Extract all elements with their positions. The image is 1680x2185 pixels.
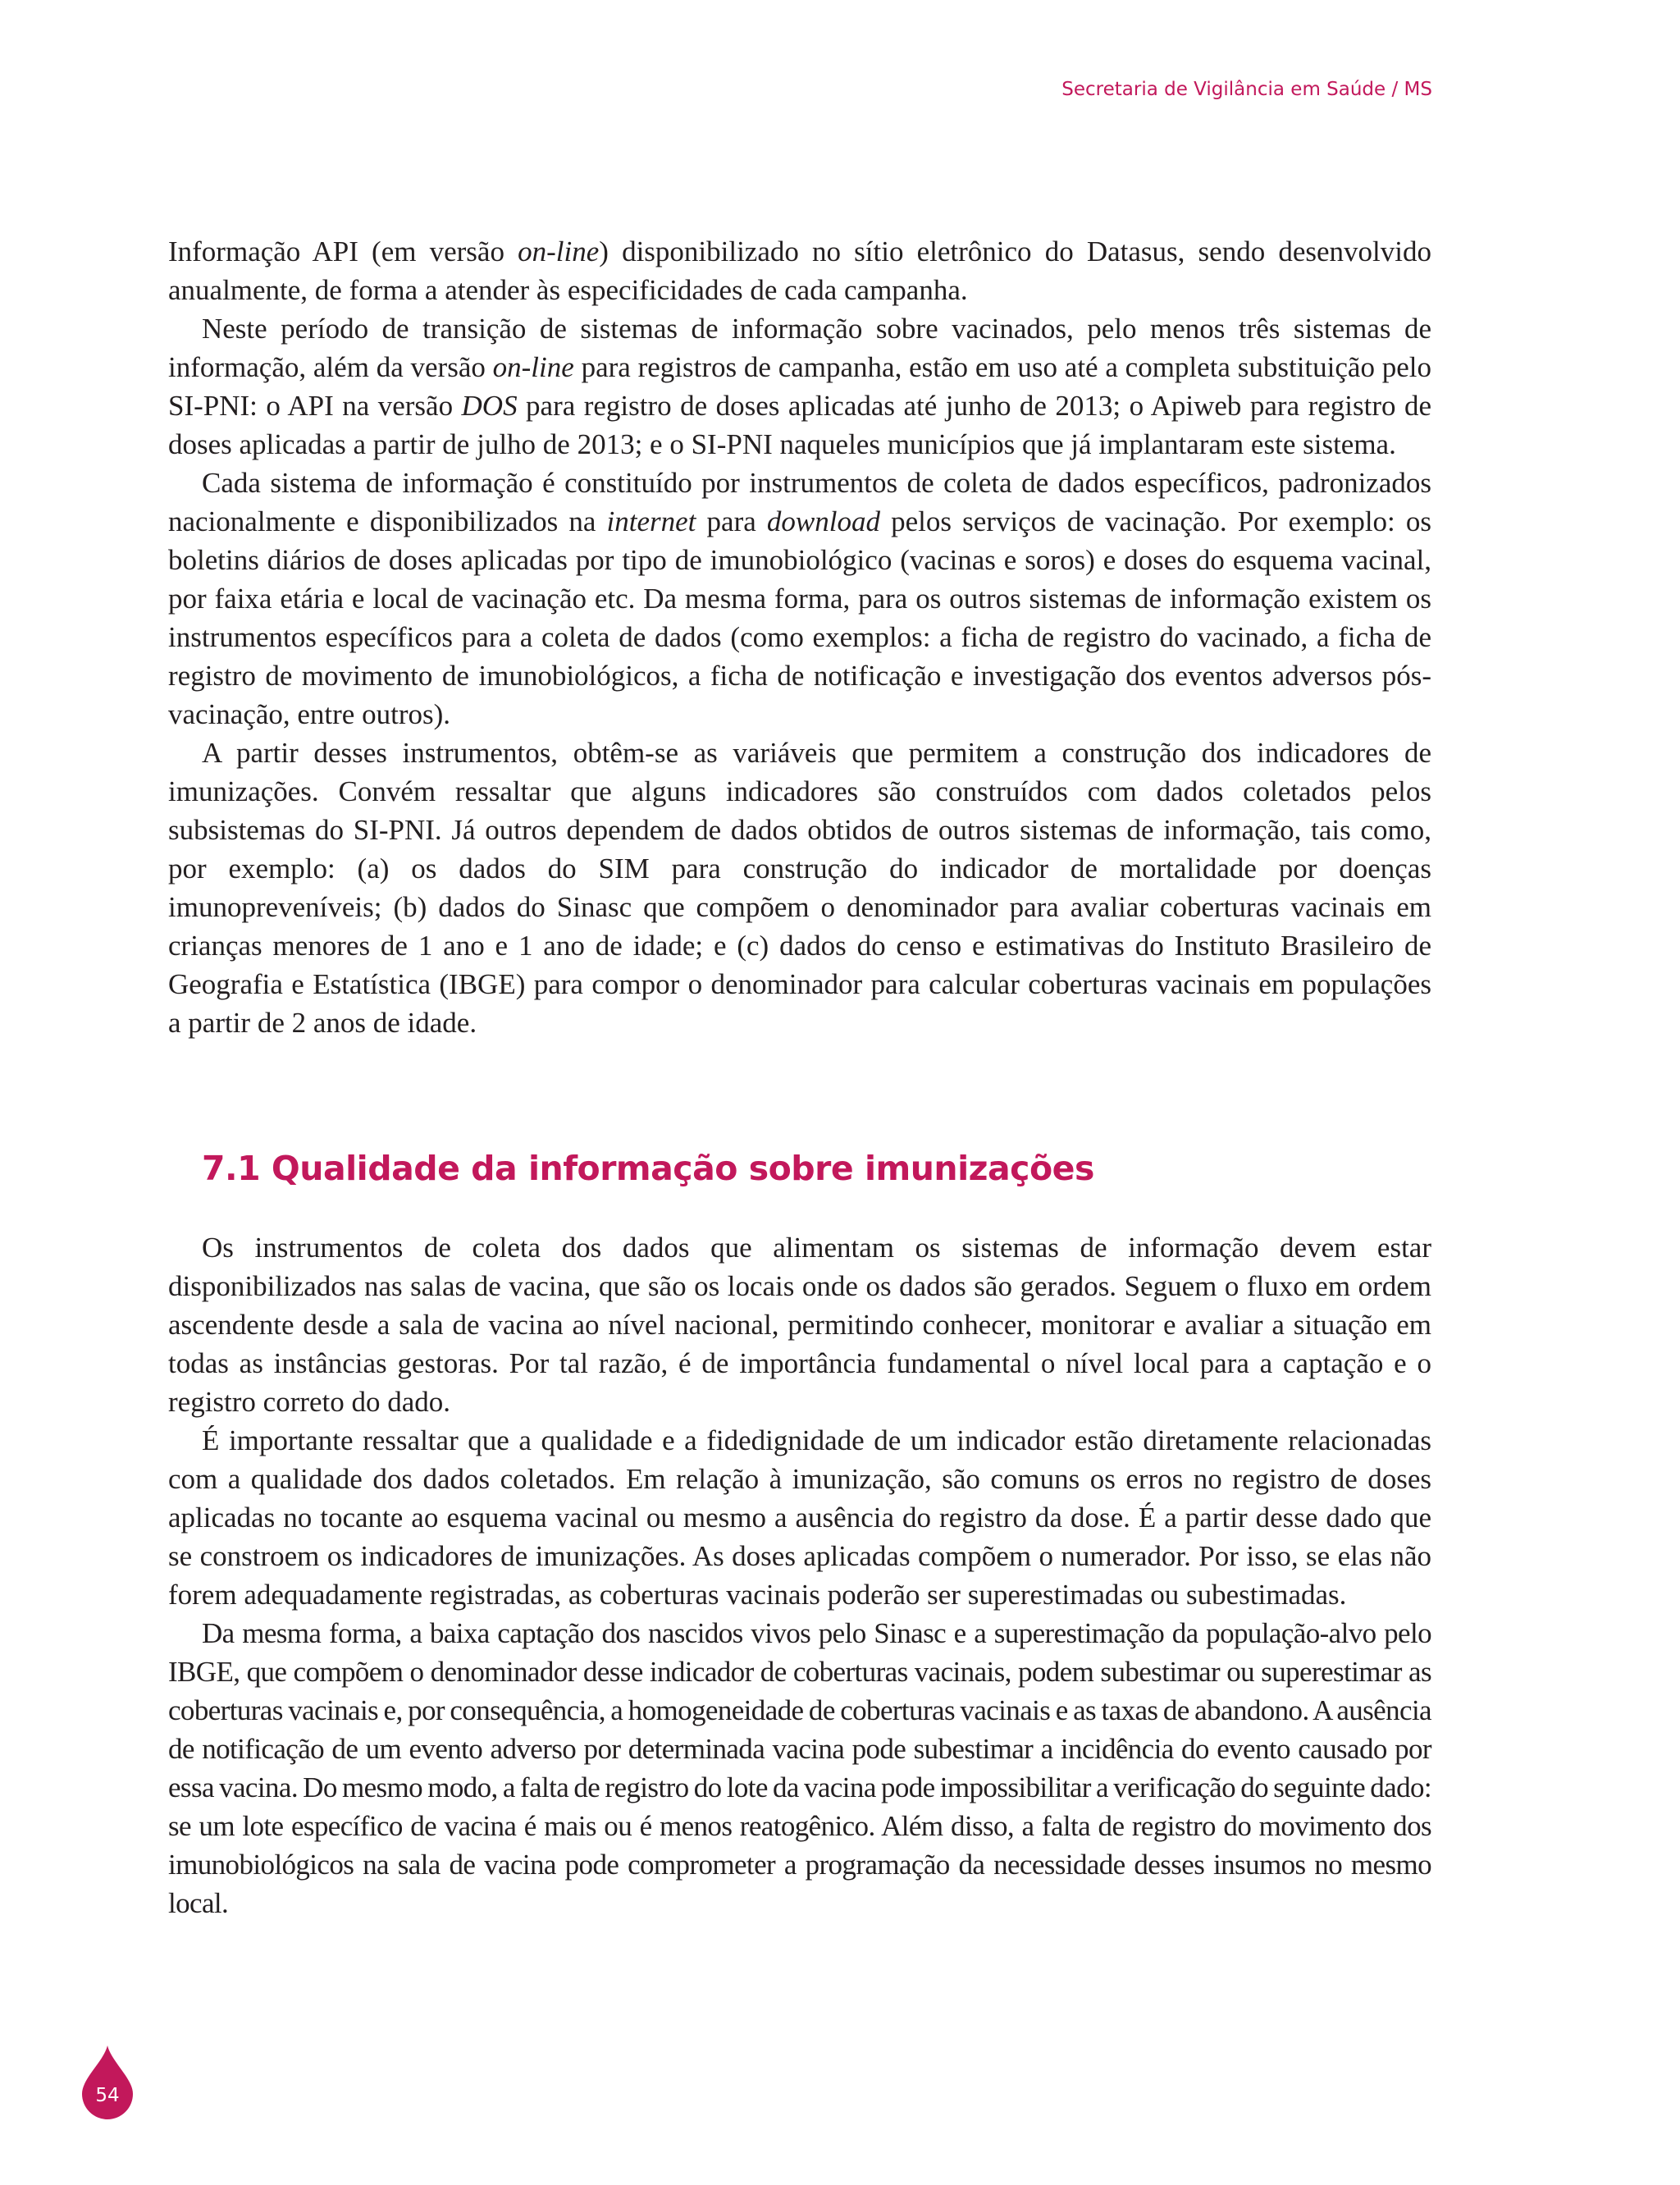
running-header: Secretaria de Vigilância em Saúde / MS bbox=[1061, 79, 1432, 100]
paragraph: Neste período de transição de sistemas de informação sobre vacinados, pelo menos três sistemas de informação, além da versão on-line para registros de campanha, estão em uso até a completa substituição pelo SI-PNI: o API na versão DOS para registro de doses aplicadas até junho de 2013; o Apiweb para registro de doses aplicadas a partir de julho de 2013; e o SI-PNI naqueles municípios que já implantaram este sistema. bbox=[168, 313, 1431, 460]
drop-icon bbox=[82, 2046, 133, 2119]
paragraph: Informação API (em versão on-line) disponibilizado no sítio eletrônico do Datasus, sendo desenvolvido anualmente, de forma a atender às especificidades de cada campanha. bbox=[168, 235, 1431, 306]
paragraph: A partir desses instrumentos, obtêm-se as variáveis que permitem a construção dos indicadores de imunizações. Convém ressaltar que alguns indicadores são construídos com dados coletados pelos subsistemas do SI-PNI. Já outros dependem de dados obtidos de outros sistemas de informação, tais como, por exemplo: (a) os dados do SIM para construção do indicador de mortalidade por doenças imunopreveníveis; (b) dados do Sinasc que compõem o denominador para avaliar coberturas vacinais em crianças menores de 1 ano e 1 ano de idade; e (c) dados do censo e estimativas do Instituto Brasileiro de Geografia e Estatística (IBGE) para compor o denominador para calcular coberturas vacinais em populações a partir de 2 anos de idade. bbox=[168, 737, 1431, 1039]
paragraph: Da mesma forma, a baixa captação dos nascidos vivos pelo Sinasc e a superestimação da população-alvo pelo IBGE, que compõem o denominador desse indicador de coberturas vacinais, podem subestimar ou superestimar as coberturas vacinais e, por consequência, a homogeneidade de coberturas vacinais e as taxas de abandono. A ausência de notificação de um evento adverso por determinada vacina pode subestimar a incidência do evento causado por essa vacina. Do mesmo modo, a falta de registro do lote da vacina pode impossibilitar a verificação do seguinte dado: se um lote específico de vacina é mais ou é menos reatogênico. Além disso, a falta de registro do movimento dos imunobiológicos na sala de vacina pode comprometer a programação da necessidade desses insumos no mesmo local. bbox=[168, 1617, 1431, 1919]
body-text-top bbox=[168, 232, 1431, 1042]
body-text-section bbox=[168, 1228, 1431, 1922]
paragraph: Os instrumentos de coleta dos dados que alimentam os sistemas de informação devem estar disponibilizados nas salas de vacina, que são os locais onde os dados são gerados. Seguem o fluxo em ordem ascendente desde a sala de vacina ao nível nacional, permitindo conhecer, monitorar e avaliar a situação em todas as instâncias gestoras. Por tal razão, é de importância fundamental o nível local para a captação e o registro correto do dado. bbox=[168, 1232, 1431, 1418]
paragraph: Cada sistema de informação é constituído por instrumentos de coleta de dados específicos, padronizados nacionalmente e disponibilizados na internet para download pelos serviços de vacinação. Por exemplo: os boletins diários de doses aplicadas por tipo de imunobiológico (vacinas e soros) e doses do esquema vacinal, por faixa etária e local de vacinação etc. Da mesma forma, para os outros sistemas de informação existem os instrumentos específicos para a coleta de dados (como exemplos: a ficha de registro do vacinado, a ficha de registro de movimento de imunobiológicos, a ficha de notificação e investigação dos eventos adversos pós-vacinação, entre outros). bbox=[168, 467, 1432, 730]
page-number: 54 bbox=[95, 2085, 120, 2106]
page-number-badge bbox=[82, 2046, 133, 2119]
section-heading: 7.1 Qualidade da informação sobre imunizações bbox=[202, 1149, 1094, 1188]
paragraph: É importante ressaltar que a qualidade e a fidedignidade de um indicador estão diretamente relacionadas com a qualidade dos dados coletados. Em relação à imunização, são comuns os erros no registro de doses aplicadas no tocante ao esquema vacinal ou mesmo a ausência do registro da dose. É a partir desse dado que se constroem os indicadores de imunizações. As doses aplicadas compõem o numerador. Por isso, se elas não forem adequadamente registradas, as coberturas vacinais poderão ser superestimadas ou subestimadas. bbox=[168, 1424, 1431, 1611]
